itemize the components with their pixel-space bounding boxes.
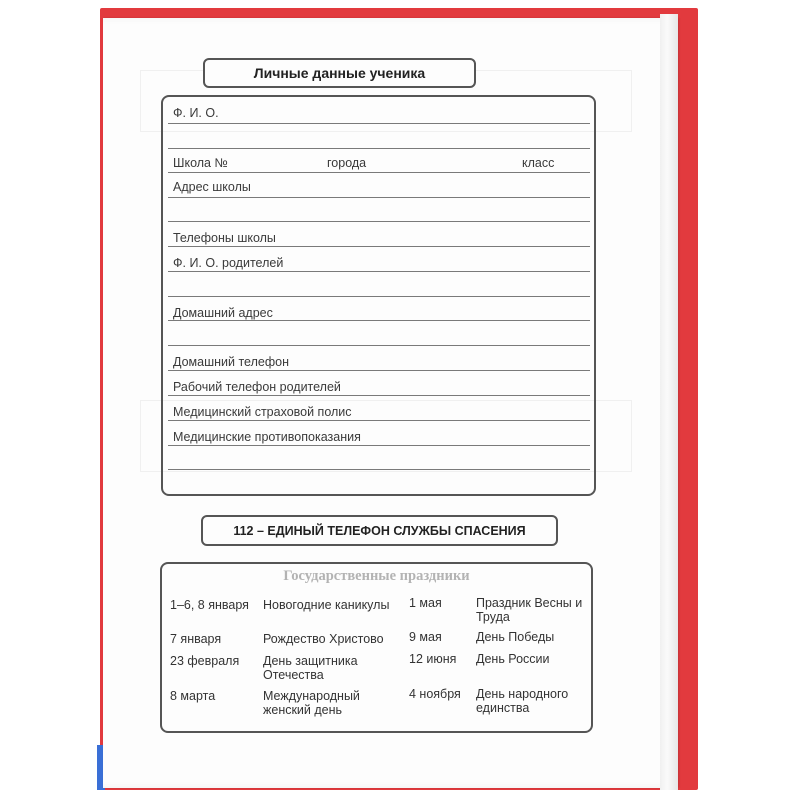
field-label-school-address: Адрес школы [173,180,251,194]
holiday-name: День народного единства [476,687,569,715]
field-label-contraindications: Медицинские противопоказания [173,430,361,444]
field-label-full-name: Ф. И. О. [173,106,219,120]
field-label-home-address: Домашний адрес [173,306,273,320]
emergency-number-banner: 112 – ЕДИНЫЙ ТЕЛЕФОН СЛУЖБЫ СПАСЕНИЯ [201,515,558,546]
holiday-name: Новогодние каникулы [263,598,390,612]
field-label-parents-name: Ф. И. О. родителей [173,256,284,270]
holiday-date: 8 марта [170,689,216,703]
holiday-date: 4 ноября [409,687,461,701]
form-line [168,370,590,371]
form-line [168,197,590,198]
holiday-name: День Победы [476,630,555,644]
holiday-name: День России [476,652,550,666]
form-line [168,148,590,149]
field-label-school-phones: Телефоны школы [173,231,276,245]
field-label-home-phone: Домашний телефон [173,355,289,369]
field-label-parents-work-phone: Рабочий телефон родителей [173,380,341,394]
holiday-date: 9 мая [409,630,442,644]
form-line [168,246,590,247]
form-line [168,320,590,321]
holiday-date: 7 января [170,632,222,646]
form-line [168,296,590,297]
holidays-title: Государственные праздники [283,568,470,584]
page-edge [660,14,678,790]
holiday-date: 23 февраля [170,654,240,668]
holiday-date: 1 мая [409,596,442,610]
form-line [168,420,590,421]
form-line [168,172,590,173]
holiday-name: Праздник Весны и Труда [476,596,583,624]
holiday-name: Рождество Христово [263,632,384,646]
field-label-class: класс [522,156,555,170]
form-line [168,221,590,222]
form-line [168,445,590,446]
holiday-date: 12 июня [409,652,457,666]
holiday-name: День защитника Отечества [263,654,358,682]
form-line [168,469,590,470]
form-line [168,345,590,346]
holiday-name: Международный женский день [263,689,360,717]
form-line [168,395,590,396]
field-label-city: города [327,156,367,170]
form-line [168,123,590,124]
form-line [168,271,590,272]
personal-data-title: Личные данные ученика [203,58,476,88]
field-label-school-number: Школа № [173,156,228,170]
field-label-insurance-policy: Медицинский страховой полис [173,405,352,419]
holiday-date: 1–6, 8 января [170,598,249,612]
